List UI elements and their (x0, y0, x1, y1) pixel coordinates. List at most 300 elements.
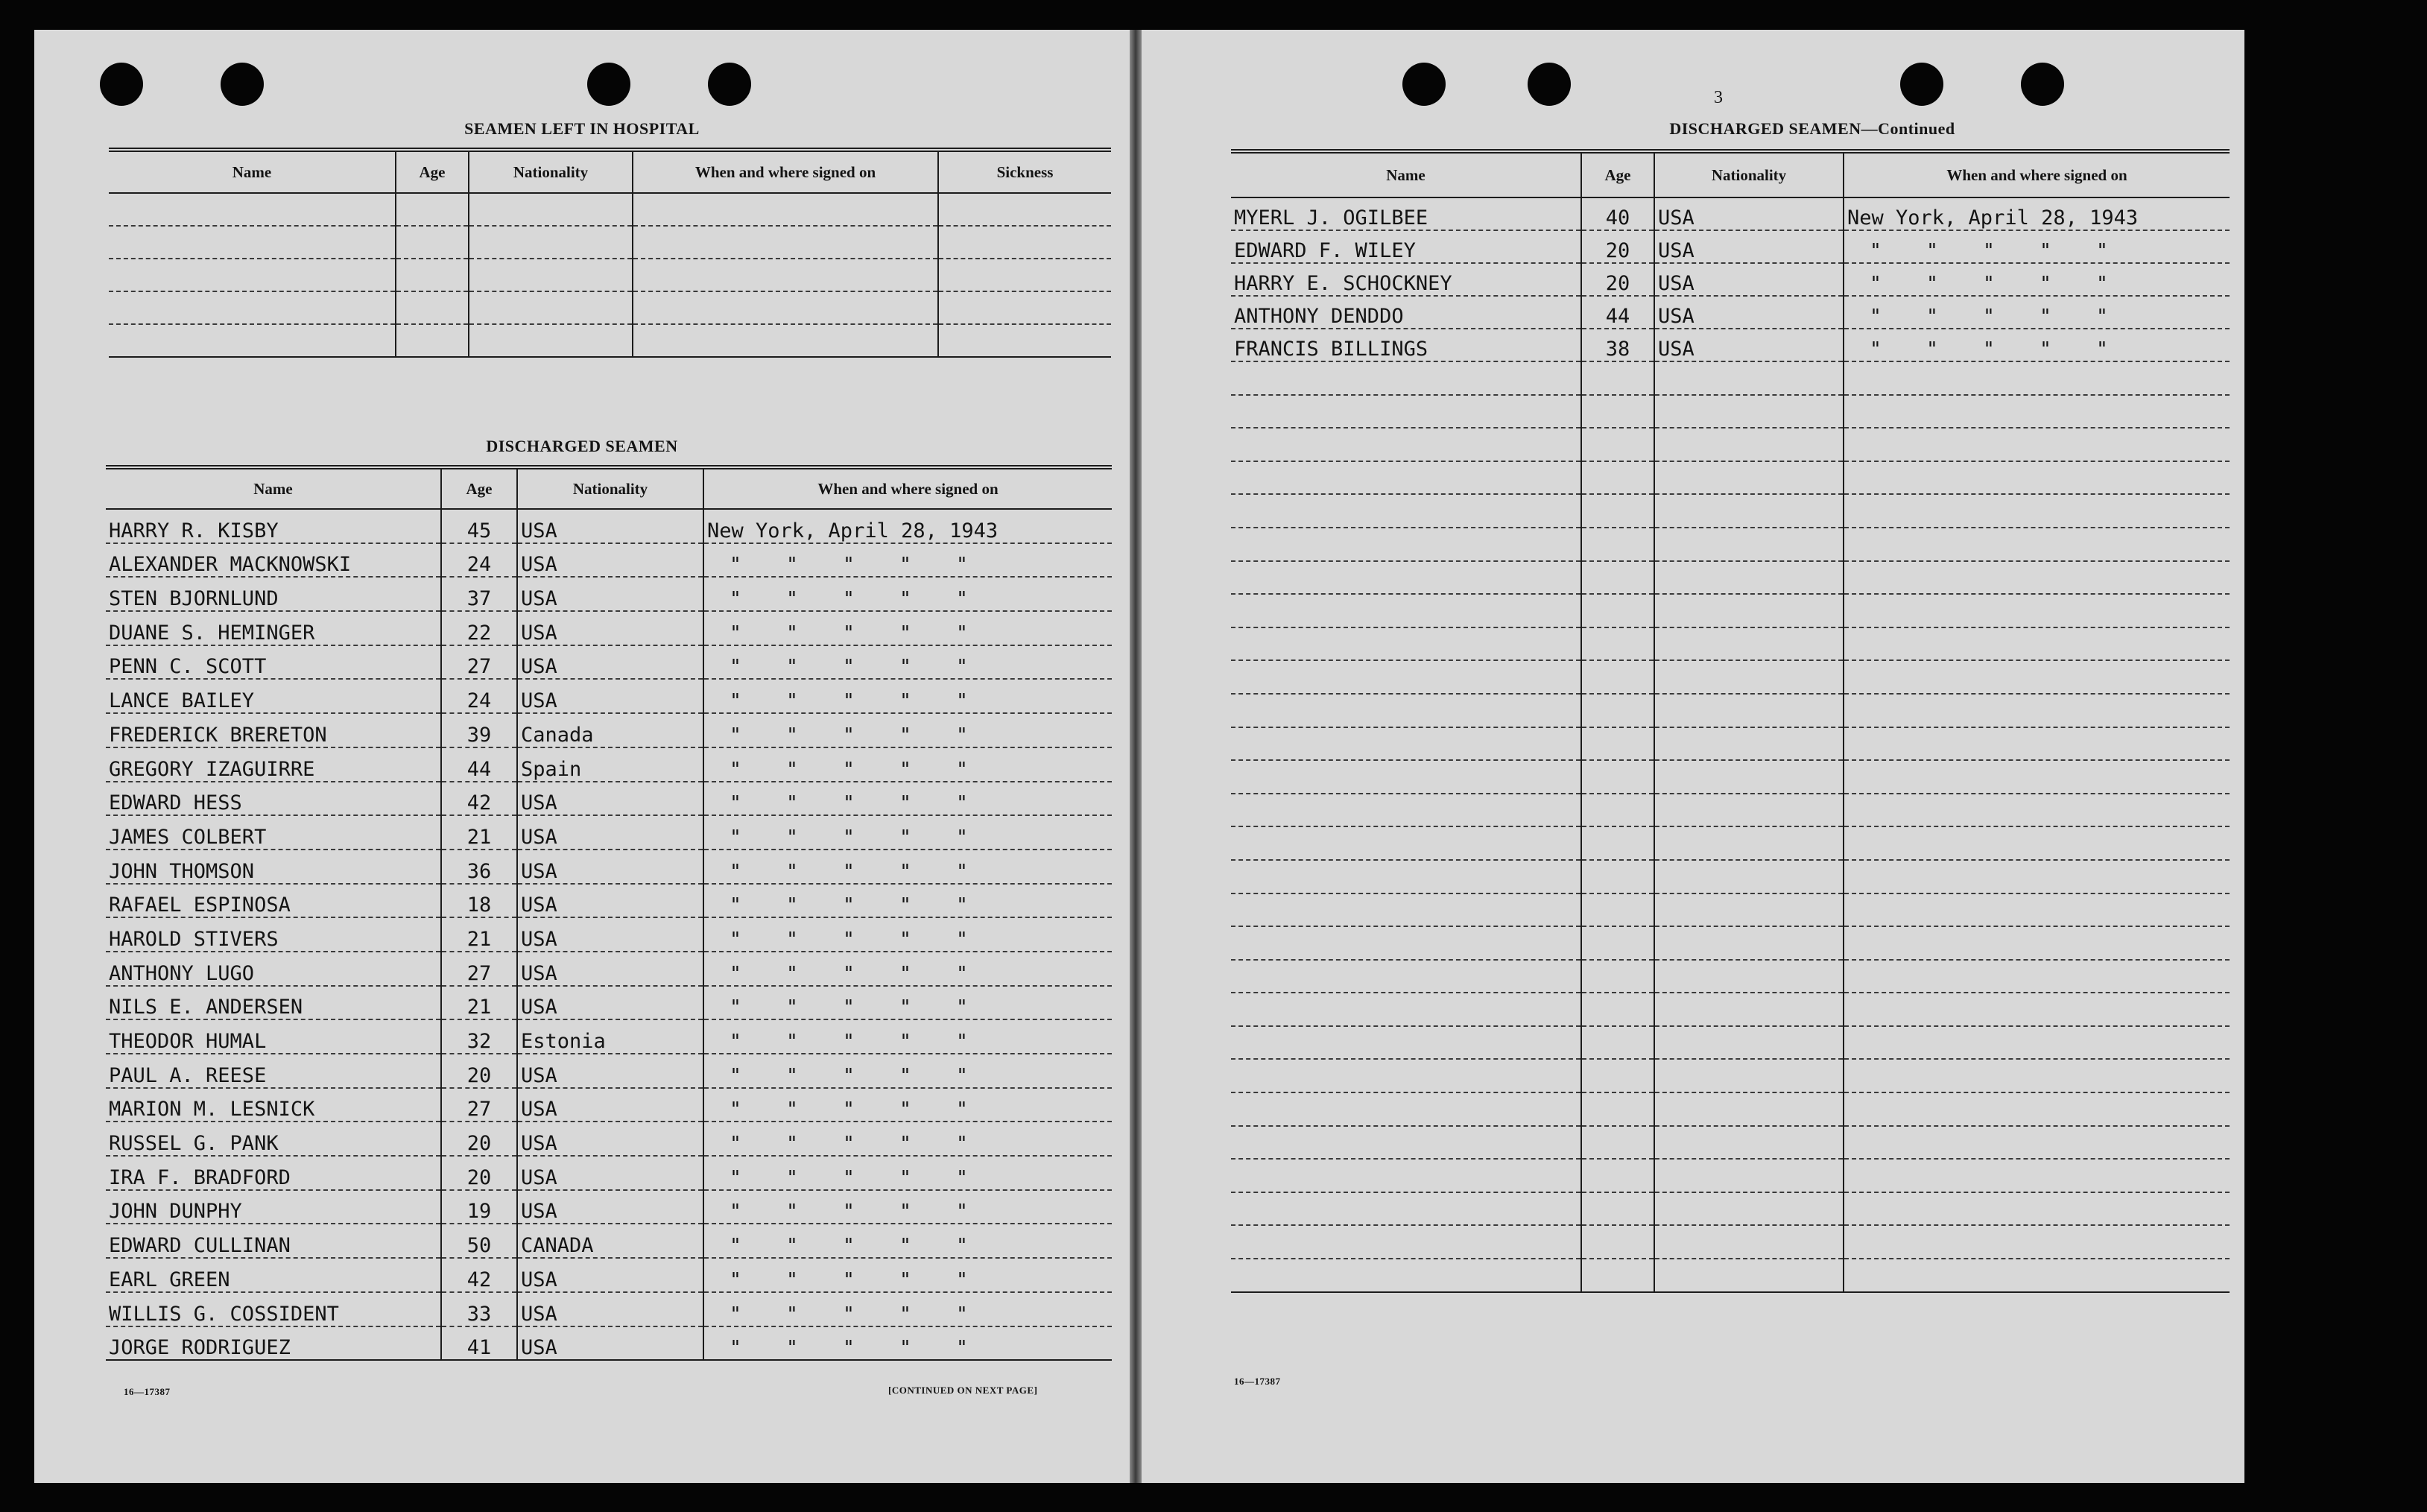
ditto-mark: " (899, 621, 911, 645)
seaman-name: DUANE S. HEMINGER (106, 611, 441, 645)
ditto-mark: " (730, 826, 741, 849)
hospital-table (109, 148, 1111, 358)
empty-cell (1654, 893, 1844, 927)
table-row (106, 543, 1112, 578)
seaman-nationality: USA (517, 917, 703, 952)
ditto-mark: " (730, 656, 741, 679)
table-row (106, 679, 1112, 713)
empty-cell (1581, 926, 1654, 960)
empty-cell (1654, 727, 1844, 761)
ditto-mark: " (956, 860, 968, 883)
ditto-mark: " (2096, 240, 2108, 262)
table-row (1231, 926, 2230, 960)
ditto-mark: " (730, 1303, 741, 1326)
empty-cell (1231, 1059, 1581, 1092)
table-row (106, 986, 1112, 1020)
empty-cell (1654, 760, 1844, 794)
empty-cell (1844, 794, 2230, 827)
ditto-mark: " (2040, 338, 2051, 361)
ditto-mark: " (1926, 273, 1938, 295)
seaman-nationality: USA (517, 611, 703, 645)
empty-cell (396, 226, 469, 259)
seaman-nationality: USA (517, 1326, 703, 1361)
ditto-mark: " (843, 928, 855, 951)
empty-cell (1844, 660, 2230, 694)
ditto-mark: " (899, 690, 911, 713)
ditto-mark: " (843, 554, 855, 577)
ditto-mark: " (956, 588, 968, 611)
seaman-age: 20 (441, 1156, 517, 1190)
ditto-mark: " (843, 621, 855, 645)
ditto-mark: " (786, 1337, 798, 1360)
ditto-mark: " (899, 928, 911, 951)
ditto-mark: " (786, 962, 798, 985)
seaman-age: 38 (1581, 329, 1654, 361)
seaman-age: 32 (441, 1019, 517, 1054)
ditto-mark: " (956, 1337, 968, 1360)
empty-cell (1844, 1126, 2230, 1160)
book-spine (1130, 30, 1142, 1483)
empty-cell (1581, 395, 1654, 428)
ditto-marks (1844, 329, 2230, 361)
ditto-mark: " (1926, 240, 1938, 262)
ditto-mark: " (730, 724, 741, 747)
empty-cell (1844, 395, 2230, 428)
ditto-marks (703, 713, 1112, 747)
table-row (1231, 461, 2230, 495)
discharged-continued-table (1231, 149, 2230, 1293)
ditto-mark: " (786, 928, 798, 951)
empty-cell (1654, 660, 1844, 694)
empty-cell (1581, 760, 1654, 794)
binder-hole (1402, 63, 1446, 106)
table-row (106, 1122, 1112, 1156)
empty-cell (1231, 594, 1581, 627)
ditto-mark: " (899, 656, 911, 679)
empty-cell (1581, 694, 1654, 727)
empty-cell (1231, 561, 1581, 595)
ditto-mark: " (730, 1098, 741, 1122)
seaman-name: EDWARD CULLINAN (106, 1224, 441, 1258)
ditto-mark: " (1926, 338, 1938, 361)
ditto-mark: " (730, 554, 741, 577)
seaman-name: PENN C. SCOTT (106, 645, 441, 680)
seaman-nationality: USA (517, 1292, 703, 1326)
ditto-mark: " (956, 1133, 968, 1156)
table-row (1231, 893, 2230, 927)
seaman-name: HARRY E. SCHOCKNEY (1231, 263, 1581, 296)
ditto-marks (703, 884, 1112, 918)
table-row (109, 226, 1111, 259)
empty-cell (1231, 794, 1581, 827)
empty-cell (1654, 1026, 1844, 1060)
seaman-age: 27 (441, 645, 517, 680)
discharged-continued-title: DISCHARGED SEAMEN—Continued (1669, 119, 1955, 138)
table-row (1231, 395, 2230, 428)
ditto-marks (703, 1258, 1112, 1292)
ditto-mark: " (730, 1064, 741, 1087)
table-row (1231, 197, 2230, 230)
seaman-age: 50 (441, 1224, 517, 1258)
ditto-mark: " (956, 690, 968, 713)
seaman-age: 21 (441, 917, 517, 952)
table-row (1231, 428, 2230, 461)
empty-cell (469, 259, 633, 291)
empty-cell (469, 324, 633, 357)
empty-cell (938, 193, 1111, 226)
ditto-mark: " (899, 792, 911, 815)
table-row (1231, 826, 2230, 860)
empty-cell (396, 259, 469, 291)
seaman-nationality: USA (517, 884, 703, 918)
binder-hole (2021, 63, 2064, 106)
empty-cell (469, 193, 633, 226)
seaman-name: IRA F. BRADFORD (106, 1156, 441, 1190)
form-number: 16—17387 (124, 1386, 171, 1397)
column-header-signed-on: When and where signed on (703, 467, 1112, 509)
empty-cell (1844, 993, 2230, 1026)
ditto-mark: " (956, 894, 968, 917)
table-row (109, 291, 1111, 324)
ditto-mark: " (899, 826, 911, 849)
table-row (106, 782, 1112, 816)
table-row (1231, 329, 2230, 361)
ditto-mark: " (2096, 306, 2108, 328)
table-row (106, 1019, 1112, 1054)
ditto-mark: " (843, 1166, 855, 1189)
empty-cell (1844, 860, 2230, 893)
ditto-mark: " (786, 894, 798, 917)
empty-cell (938, 259, 1111, 291)
seaman-age: 21 (441, 815, 517, 850)
seaman-nationality: USA (1654, 230, 1844, 263)
empty-cell (1654, 794, 1844, 827)
empty-cell (1581, 1259, 1654, 1292)
empty-cell (1654, 627, 1844, 661)
empty-cell (1654, 1259, 1844, 1292)
ditto-mark: " (899, 1166, 911, 1189)
seaman-nationality: USA (1654, 197, 1844, 230)
empty-cell (1581, 461, 1654, 495)
empty-cell (1231, 694, 1581, 727)
seaman-name: FRANCIS BILLINGS (1231, 329, 1581, 361)
ditto-mark: " (899, 588, 911, 611)
table-row (106, 1258, 1112, 1292)
ditto-mark: " (843, 588, 855, 611)
ditto-mark: " (2040, 273, 2051, 295)
empty-cell (1231, 1092, 1581, 1126)
seaman-name: ALEXANDER MACKNOWSKI (106, 543, 441, 578)
ditto-mark: " (843, 826, 855, 849)
seaman-age: 42 (441, 782, 517, 816)
ditto-mark: " (786, 621, 798, 645)
ditto-mark: " (730, 758, 741, 781)
ditto-mark: " (899, 1201, 911, 1224)
ditto-marks (703, 1190, 1112, 1224)
table-row (106, 1190, 1112, 1224)
ditto-mark: " (843, 1303, 855, 1326)
table-row (106, 1224, 1112, 1258)
empty-cell (1231, 395, 1581, 428)
empty-cell (1581, 960, 1654, 993)
empty-cell (1231, 727, 1581, 761)
binder-hole (100, 63, 143, 106)
ditto-mark: " (2040, 306, 2051, 328)
table-row (1231, 960, 2230, 993)
table-row (1231, 561, 2230, 595)
empty-cell (1581, 993, 1654, 1026)
table-row (1231, 993, 2230, 1026)
empty-cell (1581, 826, 1654, 860)
ditto-mark: " (956, 1098, 968, 1122)
seaman-nationality: USA (517, 679, 703, 713)
right-page (1142, 30, 2244, 1483)
seaman-nationality: Canada (517, 713, 703, 747)
table-row (1231, 694, 2230, 727)
empty-cell (109, 259, 396, 291)
table-row (1231, 494, 2230, 528)
seaman-name: EDWARD F. WILEY (1231, 230, 1581, 263)
ditto-mark: " (1870, 273, 1882, 295)
table-row (106, 747, 1112, 782)
table-row (106, 1156, 1112, 1190)
empty-cell (1654, 428, 1844, 461)
seaman-nationality: USA (517, 1122, 703, 1156)
seaman-name: EARL GREEN (106, 1258, 441, 1292)
empty-cell (1844, 893, 2230, 927)
empty-cell (1844, 826, 2230, 860)
empty-cell (1231, 660, 1581, 694)
seaman-age: 36 (441, 850, 517, 884)
ditto-marks (703, 917, 1112, 952)
ditto-mark: " (730, 1166, 741, 1189)
ditto-mark: " (956, 1303, 968, 1326)
ditto-mark: " (899, 1098, 911, 1122)
seaman-nationality: USA (517, 509, 703, 543)
empty-cell (1844, 926, 2230, 960)
empty-cell (1231, 1126, 1581, 1160)
ditto-mark: " (730, 996, 741, 1019)
column-header-age: Age (441, 467, 517, 509)
seaman-nationality: USA (517, 1190, 703, 1224)
table-row (109, 324, 1111, 357)
ditto-mark: " (786, 758, 798, 781)
table-row (106, 952, 1112, 986)
seaman-nationality: USA (517, 1258, 703, 1292)
ditto-mark: " (956, 962, 968, 985)
ditto-mark: " (899, 996, 911, 1019)
seaman-name: RUSSEL G. PANK (106, 1122, 441, 1156)
seaman-name: GREGORY IZAGUIRRE (106, 747, 441, 782)
ditto-marks (703, 543, 1112, 578)
seaman-age: 27 (441, 952, 517, 986)
seaman-nationality: USA (517, 1156, 703, 1190)
empty-cell (1581, 494, 1654, 528)
seaman-age: 19 (441, 1190, 517, 1224)
ditto-mark: " (1870, 240, 1882, 262)
empty-cell (1844, 727, 2230, 761)
ditto-mark: " (899, 1064, 911, 1087)
empty-cell (109, 193, 396, 226)
ditto-marks (703, 850, 1112, 884)
empty-cell (938, 226, 1111, 259)
seaman-name: JORGE RODRIGUEZ (106, 1326, 441, 1361)
table-row (1231, 594, 2230, 627)
seaman-name: HAROLD STIVERS (106, 917, 441, 952)
empty-cell (1654, 395, 1844, 428)
seaman-nationality: USA (517, 815, 703, 850)
seaman-nationality: USA (517, 1088, 703, 1122)
seaman-name: NILS E. ANDERSEN (106, 986, 441, 1020)
empty-cell (1654, 594, 1844, 627)
ditto-mark: " (899, 1031, 911, 1053)
column-header-name: Name (109, 150, 396, 193)
empty-cell (1581, 1092, 1654, 1126)
seaman-name: JOHN DUNPHY (106, 1190, 441, 1224)
table-row (109, 193, 1111, 226)
empty-cell (1231, 826, 1581, 860)
ditto-mark: " (956, 792, 968, 815)
ditto-mark: " (843, 1235, 855, 1258)
empty-cell (1844, 594, 2230, 627)
table-row (1231, 627, 2230, 661)
table-row (106, 850, 1112, 884)
empty-cell (1581, 1159, 1654, 1192)
column-header-nationality: Nationality (517, 467, 703, 509)
table-row (106, 1054, 1112, 1088)
seaman-nationality: USA (517, 543, 703, 578)
table-row (106, 577, 1112, 611)
empty-cell (1654, 1092, 1844, 1126)
ditto-marks (703, 782, 1112, 816)
empty-cell (109, 324, 396, 357)
table-row (1231, 1259, 2230, 1292)
table-row (106, 815, 1112, 850)
seaman-name: RAFAEL ESPINOSA (106, 884, 441, 918)
ditto-mark: " (1926, 306, 1938, 328)
empty-cell (1231, 760, 1581, 794)
empty-cell (1654, 926, 1844, 960)
empty-cell (1654, 361, 1844, 395)
ditto-mark: " (956, 1064, 968, 1087)
empty-cell (1654, 860, 1844, 893)
ditto-mark: " (843, 1337, 855, 1360)
seaman-age: 40 (1581, 197, 1654, 230)
ditto-mark: " (730, 1031, 741, 1053)
ditto-mark: " (956, 1235, 968, 1258)
empty-cell (109, 226, 396, 259)
seaman-nationality: USA (517, 645, 703, 680)
ditto-mark: " (730, 690, 741, 713)
ditto-mark: " (786, 1166, 798, 1189)
table-row (1231, 1092, 2230, 1126)
ditto-marks (703, 952, 1112, 986)
ditto-marks (703, 1292, 1112, 1326)
table-row (106, 1326, 1112, 1361)
empty-cell (1844, 494, 2230, 528)
table-row (1231, 760, 2230, 794)
empty-cell (1654, 494, 1844, 528)
seaman-nationality: CANADA (517, 1224, 703, 1258)
ditto-mark: " (843, 758, 855, 781)
empty-cell (1231, 461, 1581, 495)
seaman-age: 41 (441, 1326, 517, 1361)
table-row (1231, 296, 2230, 329)
table-row (1231, 660, 2230, 694)
ditto-mark: " (956, 928, 968, 951)
table-row (1231, 727, 2230, 761)
table-row (106, 1088, 1112, 1122)
signed-on: New York, April 28, 1943 (703, 509, 1112, 543)
empty-cell (1581, 1192, 1654, 1226)
seaman-age: 21 (441, 986, 517, 1020)
table-row (1231, 1026, 2230, 1060)
empty-cell (396, 193, 469, 226)
ditto-mark: " (843, 1268, 855, 1291)
empty-cell (1581, 627, 1654, 661)
seaman-age: 20 (1581, 230, 1654, 263)
table-row (1231, 1192, 2230, 1226)
ditto-mark: " (730, 621, 741, 645)
ditto-mark: " (899, 894, 911, 917)
ditto-mark: " (843, 1201, 855, 1224)
seaman-nationality: USA (517, 850, 703, 884)
ditto-mark: " (899, 758, 911, 781)
empty-cell (1844, 428, 2230, 461)
seaman-name: LANCE BAILEY (106, 679, 441, 713)
empty-cell (1844, 528, 2230, 561)
empty-cell (1844, 760, 2230, 794)
empty-cell (633, 259, 938, 291)
empty-cell (1844, 1225, 2230, 1259)
ditto-mark: " (786, 1268, 798, 1291)
ditto-mark: " (786, 1031, 798, 1053)
ditto-mark: " (843, 894, 855, 917)
ditto-mark: " (1983, 338, 1995, 361)
ditto-mark: " (899, 724, 911, 747)
ditto-mark: " (786, 724, 798, 747)
empty-cell (1844, 1092, 2230, 1126)
table-row (106, 645, 1112, 680)
seaman-age: 44 (1581, 296, 1654, 329)
empty-cell (1844, 361, 2230, 395)
ditto-mark: " (956, 996, 968, 1019)
empty-cell (1844, 1159, 2230, 1192)
binder-hole (708, 63, 751, 106)
ditto-mark: " (786, 1133, 798, 1156)
seaman-name: THEODOR HUMAL (106, 1019, 441, 1054)
empty-cell (1581, 561, 1654, 595)
left-page (34, 30, 1130, 1483)
ditto-mark: " (843, 962, 855, 985)
ditto-mark: " (899, 962, 911, 985)
empty-cell (1231, 528, 1581, 561)
seaman-name: EDWARD HESS (106, 782, 441, 816)
ditto-mark: " (899, 1337, 911, 1360)
signed-on: New York, April 28, 1943 (1844, 197, 2230, 230)
ditto-mark: " (730, 894, 741, 917)
ditto-mark: " (899, 1268, 911, 1291)
seaman-name: FREDERICK BRERETON (106, 713, 441, 747)
ditto-mark: " (786, 860, 798, 883)
ditto-marks (703, 645, 1112, 680)
empty-cell (1844, 627, 2230, 661)
empty-cell (1654, 993, 1844, 1026)
empty-cell (109, 291, 396, 324)
empty-cell (1581, 594, 1654, 627)
seaman-name: ANTHONY LUGO (106, 952, 441, 986)
empty-cell (938, 324, 1111, 357)
